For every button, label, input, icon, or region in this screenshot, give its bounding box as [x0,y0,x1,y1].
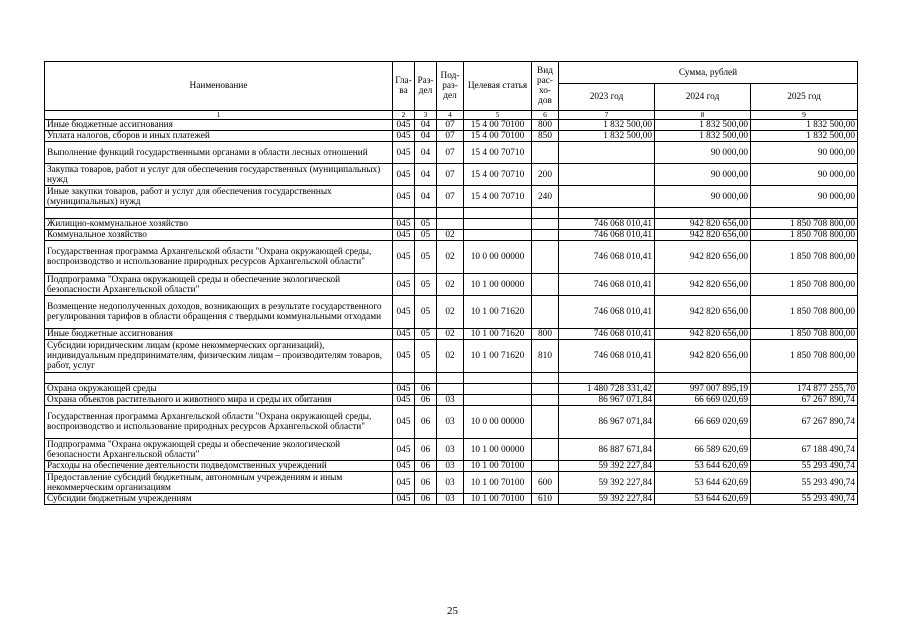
row-sum-2025: 55 293 490,74 [751,494,858,505]
row-sum-2025: 1 850 708 800,00 [751,340,858,373]
row-sum-2025: 1 850 708 800,00 [751,241,858,274]
row-name: Охрана окружающей среды [45,384,393,395]
row-celevaya-statya: 15 4 00 70100 [464,120,532,131]
row-glava: 045 [393,131,415,142]
row-vid-rashodov: 610 [532,494,559,505]
row-podrazdel: 03 [437,494,464,505]
row-razdel: 06 [415,439,437,461]
row-razdel: 05 [415,340,437,373]
row-sum-2023: 746 068 010,41 [559,274,655,296]
row-name: Иные бюджетные ассигнования [45,120,393,131]
row-name: Иные закупки товаров, работ и услуг для обеспечения государственных (муниципальных) нужд [45,186,393,208]
row-glava: 045 [393,472,415,494]
row-podrazdel [437,219,464,230]
row-sum-2025: 1 832 500,00 [751,120,858,131]
row-glava: 045 [393,241,415,274]
row-sum-2025: 174 877 255,70 [751,384,858,395]
row-podrazdel: 07 [437,142,464,164]
header-year-2025: 2025 год [751,84,858,111]
row-sum-2024: 942 820 656,00 [655,230,751,241]
row-glava: 045 [393,461,415,472]
row-name: Коммунальное хозяйство [45,230,393,241]
header-summa: Сумма, рублей [559,62,858,84]
row-glava: 045 [393,384,415,395]
table-row [45,395,858,406]
row-name: Государственная программа Архангельской области "Охрана окружающей среды, воспроизводство и использование природных ресурсов Архангельской области" [45,241,393,274]
col-number: 7 [559,111,655,120]
row-celevaya-statya: 10 0 00 00000 [464,241,532,274]
row-sum-2024: 53 644 620,69 [655,472,751,494]
table-row [45,142,858,164]
row-celevaya-statya [464,208,532,219]
row-vid-rashodov: 200 [532,164,559,186]
row-podrazdel: 03 [437,395,464,406]
row-sum-2024: 997 007 895,19 [655,384,751,395]
row-name [45,373,393,384]
row-celevaya-statya: 15 4 00 70100 [464,131,532,142]
row-sum-2024 [655,208,751,219]
row-sum-2023: 86 967 071,84 [559,406,655,439]
header-vid-rashodov: Вид рас-хо-дов [532,62,559,111]
row-sum-2023: 746 068 010,41 [559,296,655,329]
row-name: Субсидии бюджетным учреждениям [45,494,393,505]
row-name: Подпрограмма "Охрана окружающей среды и обеспечение экологической безопасности Архангельской области" [45,274,393,296]
row-glava: 045 [393,120,415,131]
row-sum-2024 [655,373,751,384]
row-sum-2025: 67 188 490,74 [751,439,858,461]
row-podrazdel: 07 [437,164,464,186]
row-sum-2024: 90 000,00 [655,142,751,164]
row-name: Предоставление субсидий бюджетным, автономным учреждениям и иным некоммерческим организациям [45,472,393,494]
row-vid-rashodov [532,439,559,461]
row-sum-2023: 59 392 227,84 [559,494,655,505]
row-sum-2023: 1 480 728 331,42 [559,384,655,395]
table-row [45,186,858,208]
row-vid-rashodov [532,296,559,329]
row-glava: 045 [393,219,415,230]
row-razdel: 05 [415,274,437,296]
header-name: Наименование [45,62,393,111]
row-vid-rashodov [532,208,559,219]
header-razdel: Раз-дел [415,62,437,111]
row-sum-2025: 55 293 490,74 [751,472,858,494]
row-sum-2023 [559,373,655,384]
budget-table [44,61,858,505]
row-glava: 045 [393,340,415,373]
row-podrazdel: 07 [437,131,464,142]
row-sum-2023: 746 068 010,41 [559,329,655,340]
row-razdel: 05 [415,329,437,340]
table-row [45,494,858,505]
row-sum-2023: 59 392 227,84 [559,472,655,494]
row-celevaya-statya: 10 1 00 71620 [464,296,532,329]
row-glava [393,373,415,384]
row-glava: 045 [393,164,415,186]
table-row [45,274,858,296]
table-row [45,296,858,329]
row-sum-2025: 55 293 490,74 [751,461,858,472]
row-sum-2025: 1 850 708 800,00 [751,296,858,329]
row-name: Иные бюджетные ассигнования [45,329,393,340]
row-sum-2025: 1 850 708 800,00 [751,329,858,340]
row-sum-2024: 942 820 656,00 [655,329,751,340]
row-podrazdel: 02 [437,241,464,274]
row-name: Подпрограмма "Охрана окружающей среды и обеспечение экологической безопасности Архангельской области" [45,439,393,461]
row-razdel: 05 [415,296,437,329]
row-sum-2025: 1 850 708 800,00 [751,274,858,296]
col-number: 3 [415,111,437,120]
row-sum-2023: 86 967 071,84 [559,395,655,406]
row-sum-2025 [751,373,858,384]
row-glava: 045 [393,406,415,439]
row-razdel: 04 [415,131,437,142]
table-row [45,461,858,472]
row-name: Уплата налогов, сборов и иных платежей [45,131,393,142]
table-row [45,439,858,461]
row-sum-2024: 942 820 656,00 [655,296,751,329]
row-podrazdel [437,208,464,219]
row-sum-2023: 1 832 500,00 [559,120,655,131]
row-celevaya-statya [464,230,532,241]
row-sum-2023: 746 068 010,41 [559,241,655,274]
row-sum-2024: 942 820 656,00 [655,340,751,373]
table-row [45,472,858,494]
row-vid-rashodov [532,219,559,230]
row-sum-2024: 1 832 500,00 [655,131,751,142]
row-sum-2023: 86 887 671,84 [559,439,655,461]
header-celevaya-statya: Целевая статья [464,62,532,111]
row-vid-rashodov [532,384,559,395]
row-podrazdel: 02 [437,296,464,329]
row-podrazdel: 07 [437,120,464,131]
row-celevaya-statya [464,373,532,384]
row-razdel: 06 [415,461,437,472]
row-sum-2024: 90 000,00 [655,186,751,208]
table-row [45,208,858,219]
table-row [45,329,858,340]
row-vid-rashodov: 810 [532,340,559,373]
row-sum-2025 [751,208,858,219]
row-sum-2024: 942 820 656,00 [655,241,751,274]
row-vid-rashodov [532,142,559,164]
row-name: Жилищно-коммунальное хозяйство [45,219,393,230]
row-sum-2024: 66 669 020,69 [655,406,751,439]
table-row [45,384,858,395]
header-year-2024: 2024 год [655,84,751,111]
row-podrazdel [437,373,464,384]
row-name: Возмещение недополученных доходов, возникающих в результате государственного регулирования тарифов в области обращения с твердыми коммунальными отходами [45,296,393,329]
row-sum-2025: 1 850 708 800,00 [751,230,858,241]
col-number: 8 [655,111,751,120]
row-vid-rashodov: 800 [532,329,559,340]
row-razdel: 04 [415,142,437,164]
row-razdel: 06 [415,406,437,439]
row-celevaya-statya: 15 4 00 70710 [464,186,532,208]
row-sum-2024: 90 000,00 [655,164,751,186]
table-row [45,241,858,274]
col-number: 4 [437,111,464,120]
row-glava: 045 [393,494,415,505]
row-name: Выполнение функций государственными органами в области лесных отношений [45,142,393,164]
row-glava: 045 [393,395,415,406]
row-glava: 045 [393,439,415,461]
row-sum-2023: 1 832 500,00 [559,131,655,142]
row-vid-rashodov [532,461,559,472]
col-number: 2 [393,111,415,120]
header-podrazdel: Под-раз-дел [437,62,464,111]
row-name [45,208,393,219]
row-vid-rashodov [532,274,559,296]
row-sum-2024: 66 669 020,69 [655,395,751,406]
row-sum-2024: 942 820 656,00 [655,274,751,296]
row-celevaya-statya: 10 1 00 71620 [464,340,532,373]
row-vid-rashodov [532,230,559,241]
row-vid-rashodov: 240 [532,186,559,208]
row-sum-2023: 59 392 227,84 [559,461,655,472]
row-razdel: 04 [415,120,437,131]
row-celevaya-statya: 10 1 00 00000 [464,439,532,461]
row-name: Закупка товаров, работ и услуг для обеспечения государственных (муниципальных) нужд [45,164,393,186]
row-podrazdel: 02 [437,274,464,296]
row-celevaya-statya [464,395,532,406]
row-sum-2024: 53 644 620,69 [655,461,751,472]
row-celevaya-statya: 10 1 00 71620 [464,329,532,340]
header-glava: Гла-ва [393,62,415,111]
row-razdel [415,373,437,384]
row-razdel: 06 [415,472,437,494]
row-sum-2023: 746 068 010,41 [559,219,655,230]
row-razdel: 04 [415,186,437,208]
row-podrazdel: 02 [437,329,464,340]
row-name: Охрана объектов растительного и животного мира и среды их обитания [45,395,393,406]
row-sum-2023 [559,186,655,208]
row-celevaya-statya: 10 1 00 00000 [464,274,532,296]
row-sum-2023 [559,208,655,219]
row-vid-rashodov [532,406,559,439]
row-glava: 045 [393,296,415,329]
table-row [45,131,858,142]
row-vid-rashodov: 800 [532,120,559,131]
row-celevaya-statya: 10 0 00 00000 [464,406,532,439]
row-sum-2025: 90 000,00 [751,186,858,208]
row-sum-2023: 746 068 010,41 [559,230,655,241]
row-name: Государственная программа Архангельской области "Охрана окружающей среды, воспроизводство и использование природных ресурсов Архангельской области" [45,406,393,439]
row-razdel: 05 [415,219,437,230]
row-vid-rashodov [532,241,559,274]
row-sum-2024: 53 644 620,69 [655,494,751,505]
row-vid-rashodov [532,373,559,384]
row-sum-2023 [559,164,655,186]
row-celevaya-statya: 10 1 00 70100 [464,494,532,505]
table-row [45,406,858,439]
row-sum-2025: 90 000,00 [751,142,858,164]
row-razdel: 06 [415,494,437,505]
row-podrazdel: 07 [437,186,464,208]
row-podrazdel: 03 [437,406,464,439]
row-sum-2024: 1 832 500,00 [655,120,751,131]
row-razdel: 06 [415,395,437,406]
col-number: 1 [45,111,393,120]
row-sum-2023: 746 068 010,41 [559,340,655,373]
row-glava: 045 [393,230,415,241]
table-row [45,230,858,241]
page-number: 25 [447,605,458,617]
col-number: 6 [532,111,559,120]
row-celevaya-statya: 15 4 00 70710 [464,164,532,186]
row-podrazdel: 02 [437,340,464,373]
row-razdel: 06 [415,384,437,395]
table-row [45,219,858,230]
budget-table-body [45,120,858,505]
col-number: 5 [464,111,532,120]
row-celevaya-statya: 10 1 00 70100 [464,472,532,494]
row-sum-2025: 67 267 890,74 [751,406,858,439]
row-podrazdel: 02 [437,230,464,241]
row-podrazdel: 03 [437,461,464,472]
row-celevaya-statya [464,219,532,230]
row-glava: 045 [393,329,415,340]
table-row [45,373,858,384]
table-row [45,340,858,373]
row-sum-2023 [559,142,655,164]
row-razdel [415,208,437,219]
table-row [45,164,858,186]
row-sum-2025: 90 000,00 [751,164,858,186]
row-razdel: 05 [415,241,437,274]
row-celevaya-statya: 15 4 00 70710 [464,142,532,164]
row-celevaya-statya: 10 1 00 70100 [464,461,532,472]
row-glava [393,208,415,219]
row-name: Субсидии юридическим лицам (кроме некоммерческих организаций), индивидуальным предпринимателям, физическим лицам – производителям товаров, работ, услуг [45,340,393,373]
row-vid-rashodov: 600 [532,472,559,494]
row-podrazdel: 03 [437,472,464,494]
row-sum-2025: 1 832 500,00 [751,131,858,142]
col-number: 9 [751,111,858,120]
row-sum-2025: 1 850 708 800,00 [751,219,858,230]
row-glava: 045 [393,274,415,296]
row-glava: 045 [393,186,415,208]
column-number-row [45,111,858,120]
row-sum-2025: 67 267 890,74 [751,395,858,406]
header-year-2023: 2023 год [559,84,655,111]
row-name: Расходы на обеспечение деятельности подведомственных учреждений [45,461,393,472]
row-vid-rashodov [532,395,559,406]
row-razdel: 05 [415,230,437,241]
row-podrazdel [437,384,464,395]
row-sum-2024: 66 589 620,69 [655,439,751,461]
row-celevaya-statya [464,384,532,395]
row-podrazdel: 03 [437,439,464,461]
row-sum-2024: 942 820 656,00 [655,219,751,230]
table-row [45,120,858,131]
row-vid-rashodov: 850 [532,131,559,142]
row-glava: 045 [393,142,415,164]
row-razdel: 04 [415,164,437,186]
